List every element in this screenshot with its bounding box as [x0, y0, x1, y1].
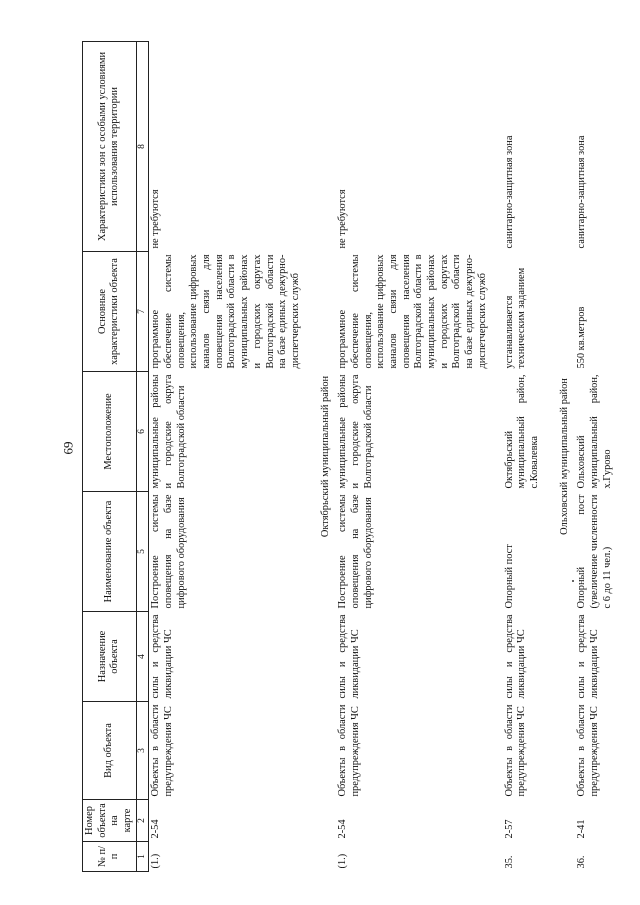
section-row: [555, 42, 576, 872]
spacer-cell: [304, 42, 316, 872]
cell-map: 2-57: [503, 819, 515, 839]
spacer-cell: [615, 42, 627, 872]
cell-n: (1.): [337, 853, 349, 869]
cell-chars: программное обеспечение системы оповещения, использование цифровых каналов связи для оповещения населения Волгоградской области в муниципальных районах и городских округах Волгоградской области на базе единых дежурно-диспетчерских служб: [150, 254, 301, 369]
cell-chars: устанавливается техническим заданием: [503, 267, 528, 369]
table-row: [149, 42, 304, 872]
cell-purpose: силы и средства ликвидации ЧС: [576, 614, 600, 699]
cell-name: Опорный пост (увеличение численности с 6 до 11 чел.): [576, 494, 613, 609]
column-number: 5: [136, 492, 149, 612]
row-spacer: [304, 42, 316, 872]
cell-location: Октябрьский муниципальный район, с.Ковалевка: [503, 374, 540, 489]
table-row: [336, 42, 490, 872]
row-spacer: [615, 42, 627, 872]
cell-location: Ольховский муниципальный район, х.Гурово: [576, 374, 613, 489]
cell-name: Опорный пост: [503, 544, 515, 609]
cell-location: муниципальные районы и городские округа Волгоградской области: [337, 374, 374, 489]
row-spacer: [543, 42, 555, 872]
column-number: 8: [136, 42, 149, 252]
table-row: [575, 42, 615, 872]
cell-kind: Объекты в области предупреждения ЧС: [337, 704, 361, 797]
table-body: [149, 42, 628, 872]
objects-table: [82, 41, 627, 872]
section-title: Ольховский муниципальный район: [558, 378, 570, 535]
section-row: [316, 42, 337, 872]
cell-n: 36.: [576, 855, 588, 869]
cell-kind: Объекты в области предупреждения ЧС: [150, 704, 175, 797]
cell-map: 2-41: [576, 819, 588, 839]
spacer-cell: [543, 42, 555, 872]
column-number: 6: [136, 372, 149, 492]
cell-chars: 550 кв.метров: [576, 306, 588, 369]
column-number: 1: [136, 842, 149, 872]
column-number: 3: [136, 702, 149, 800]
header-cell: Назначение объекта: [83, 612, 137, 702]
section-title: Октябрьский муниципальный район: [319, 375, 331, 538]
page-number: 69: [60, 441, 76, 455]
column-number: 4: [136, 612, 149, 702]
row-spacer: [491, 42, 503, 872]
cell-kind: Объекты в области предупреждения ЧС: [576, 704, 600, 797]
column-number: 2: [136, 800, 149, 842]
cell-zones: не требуются: [337, 189, 349, 249]
cell-kind: Объекты в области предупреждения ЧС: [503, 704, 528, 797]
cell-zones: не требуются: [150, 189, 162, 249]
cell-zones: санитарно-защитная зона: [576, 135, 588, 249]
cell-purpose: силы и средства ликвидации ЧС: [337, 614, 361, 699]
cell-map: 2-54: [337, 819, 349, 839]
header-cell: Характеристики зон с особыми условиями использования территории: [83, 42, 137, 252]
cell-name: Построение системы оповещения на базе цифрового оборудования: [150, 494, 187, 609]
cell-zones: санитарно-защитная зона: [503, 135, 515, 249]
header-cell: Основные характеристики объекта: [83, 252, 137, 372]
cell-chars: программное обеспечение системы оповещения, использование цифровых каналов связи для оповещения населения Волгоградской области в муниципальных районах и городских округах Волгоградской области на базе единых дежурно-диспетчерских служб: [337, 254, 488, 369]
header-row: [83, 42, 137, 872]
cell-location: муниципальные районы и городские округа Волгоградской области: [150, 374, 187, 489]
column-number-row: [136, 42, 149, 872]
cell-n: (1.): [150, 853, 162, 869]
header-cell: Местоположение: [83, 372, 137, 492]
header-cell: № п/п: [83, 842, 137, 872]
header-cell: Вид объекта: [83, 702, 137, 800]
table-row: [503, 42, 543, 872]
header-cell: Номер объекта на карте: [83, 800, 137, 842]
cell-name: Построение системы оповещения на базе цифрового оборудования: [337, 494, 374, 609]
spacer-cell: [491, 42, 503, 872]
rotated-table-page: [82, 42, 612, 872]
cell-map: 2-54: [150, 819, 162, 839]
cell-n: 35.: [503, 855, 515, 869]
cell-purpose: силы и средства ликвидации ЧС: [503, 614, 528, 699]
header-cell: Наименование объекта: [83, 492, 137, 612]
cell-purpose: силы и средства ликвидации ЧС: [150, 614, 175, 699]
column-number: 7: [136, 252, 149, 372]
